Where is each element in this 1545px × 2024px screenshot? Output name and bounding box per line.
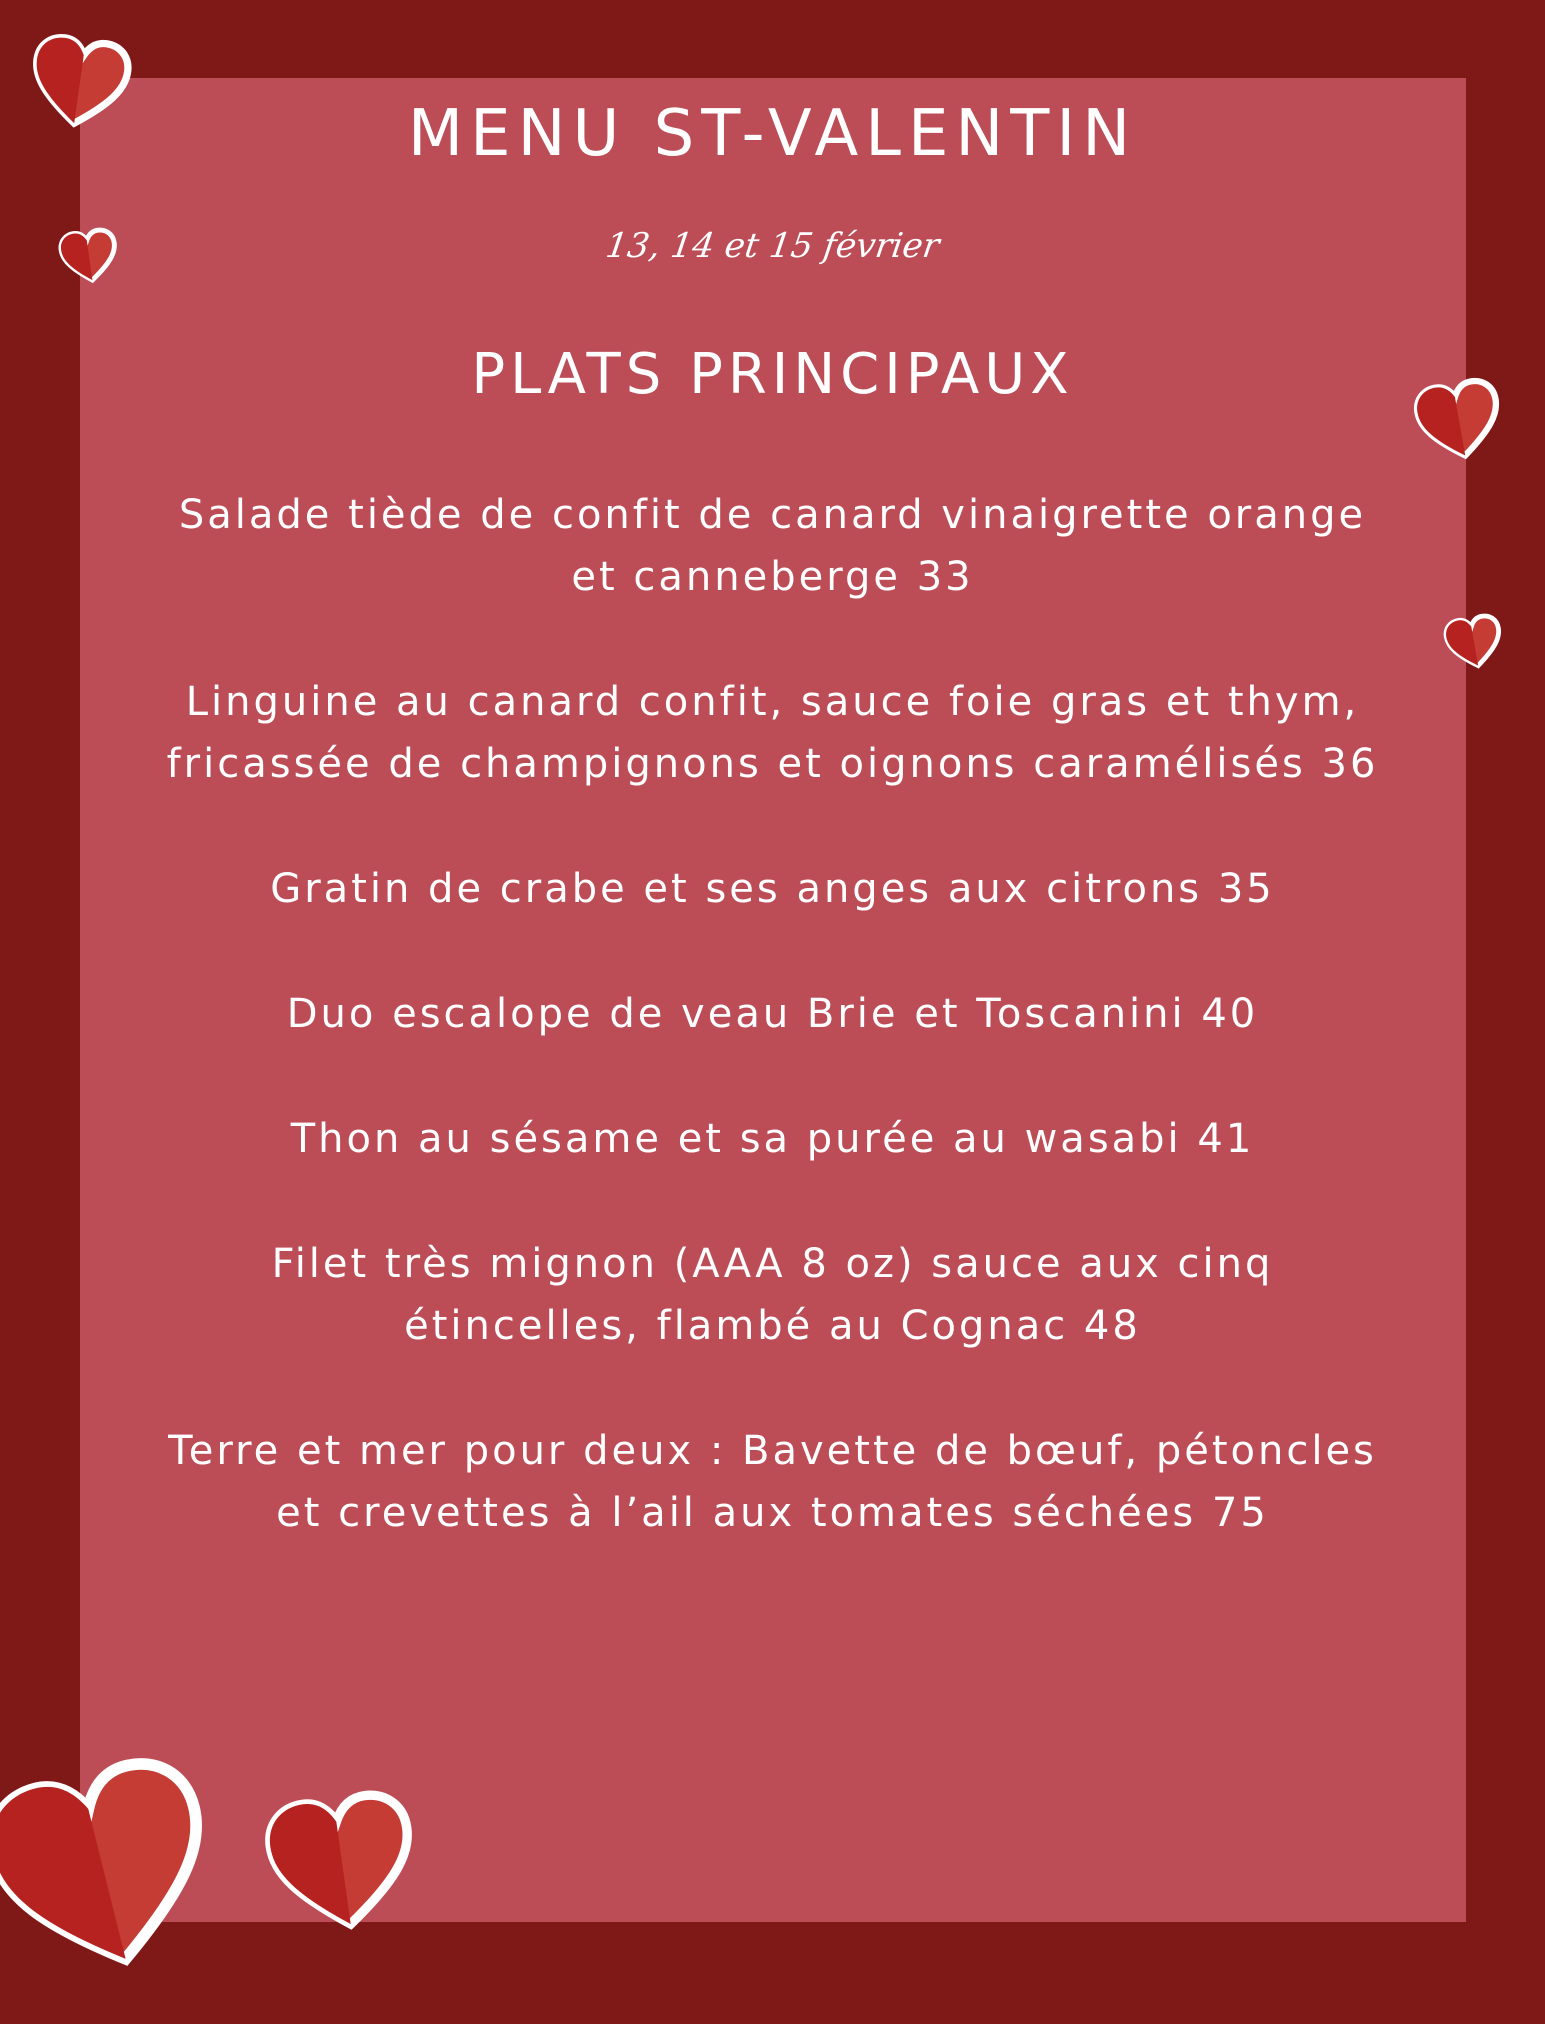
menu-item: Gratin de crabe et ses anges aux citrons 35 [270, 866, 1275, 912]
section-title: PLATS PRINCIPAUX [471, 342, 1074, 407]
heart-icon [54, 224, 123, 288]
menu-items-list [150, 484, 1395, 1607]
menu-dates: 13, 14 et 15 février [603, 226, 942, 266]
heart-icon [22, 27, 138, 137]
heart-icon [1440, 609, 1509, 675]
heart-icon [1407, 369, 1511, 471]
heart-icon [253, 1780, 431, 1945]
menu-item: Duo escalope de veau Brie et Toscanini 40 [286, 991, 1259, 1037]
menu-item: Filet très mignon (AAA 8 oz) sauce aux cinq étincelles, flambé au Cognac 48 [271, 1241, 1274, 1349]
menu-item: Thon au sésame et sa purée au wasabi 41 [290, 1116, 1255, 1162]
menu-item: Linguine au canard confit, sauce foie gras et thym, fricassée de champignons et oignons caramélisés 36 [166, 679, 1379, 787]
menu-item: Salade tiède de confit de canard vinaigrette orange et canneberge 33 [178, 492, 1367, 600]
menu-title: MENU ST-VALENTIN [407, 97, 1138, 171]
menu-item: Terre et mer pour deux : Bavette de bœuf, pétoncles et crevettes à l’ail aux tomates séchées 75 [168, 1428, 1377, 1536]
